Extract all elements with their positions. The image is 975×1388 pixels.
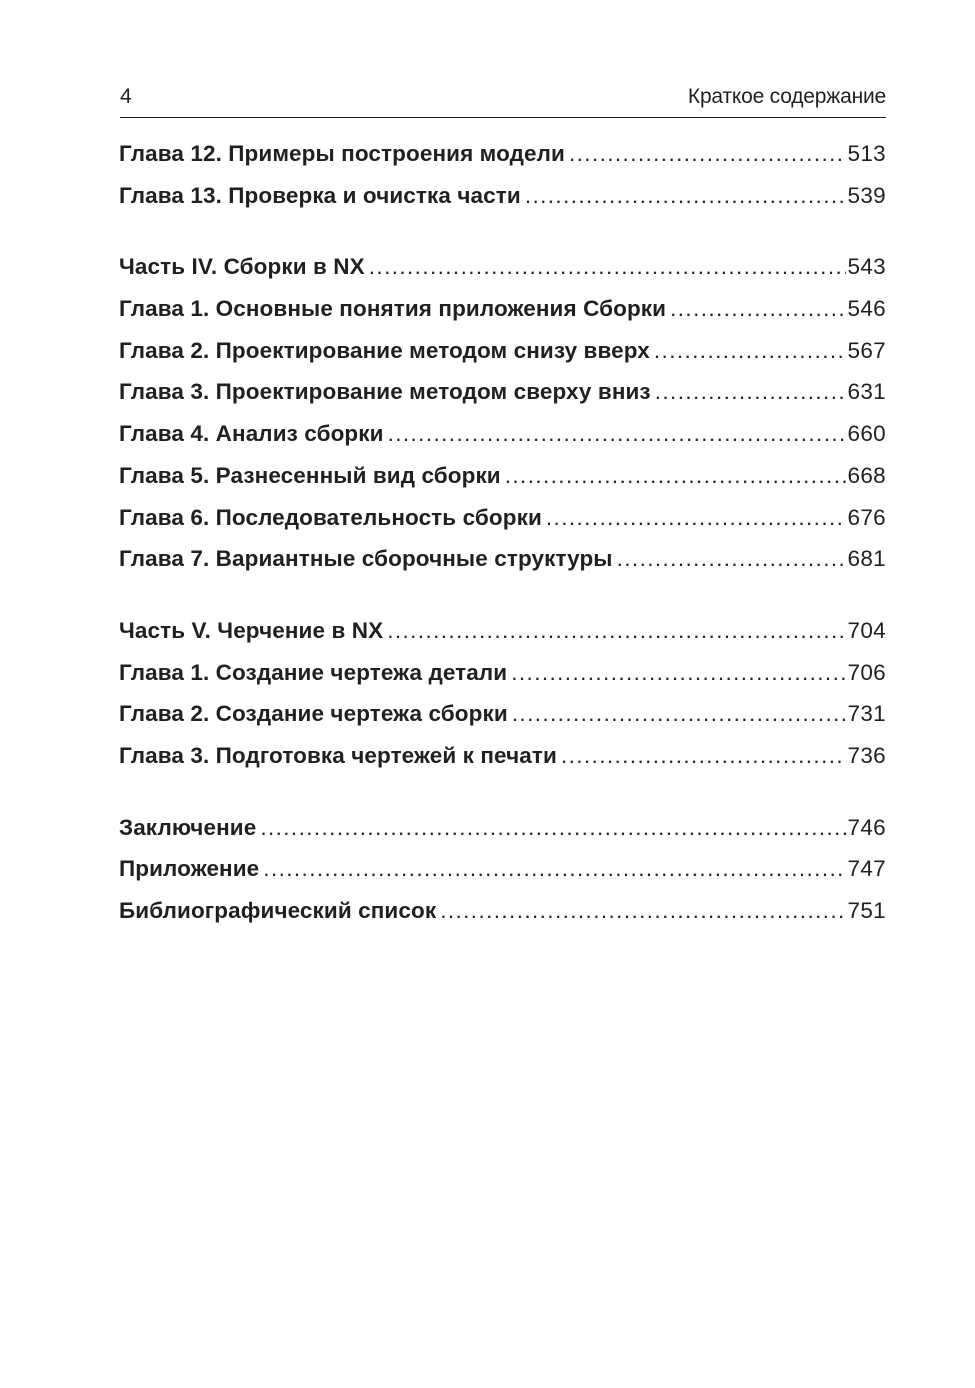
toc-entry-title: Часть V. Черчение в NX [119,617,384,643]
toc-entry-title: Глава 3. Подготовка чертежей к печати [119,742,557,768]
toc-entry-part-4-chapter-2 [119,337,886,379]
toc-entry-page: 543 [847,254,886,280]
toc-entry-title: Глава 1. Основные понятия приложения Сборки [119,296,667,322]
toc-entry-page: 731 [847,701,886,727]
toc-entry-title: Библиографический список [119,898,437,923]
toc-entry-title: Глава 2. Проектирование методом снизу вверх [119,337,650,363]
toc-entry-part-4-chapter-6 [119,504,886,546]
running-title: Краткое содержание [687,85,886,108]
toc-entry-title: Приложение [119,856,260,882]
toc-entry-page: 746 [847,814,886,840]
toc-entry-part-4-chapter-5 [119,462,886,504]
dot-leader [525,182,846,210]
dot-leader [569,140,846,168]
dot-leader [260,814,845,842]
toc-entry-page: 631 [847,379,886,405]
toc-entry-page: 546 [847,296,886,322]
page-number: 4 [120,85,132,108]
toc-entry-title: Глава 7. Вариантные сборочные структуры [119,546,613,572]
toc-entry-part-5 [119,617,886,659]
toc-entry-page: 704 [847,617,886,643]
toc-entry-part-4-chapter-4 [119,420,886,462]
toc-entry-title: Глава 2. Создание чертежа сборки [119,701,508,727]
dot-leader [263,855,845,883]
dot-leader [369,253,846,281]
toc-entry-page: 736 [847,742,886,768]
table-of-contents [119,140,886,939]
dot-leader [670,295,845,323]
toc-entry-page: 567 [847,337,886,363]
toc-entry-bibliography [119,897,886,939]
toc-entry-page: 751 [847,898,886,923]
dot-leader [511,659,845,687]
toc-entry-part-5-chapter-3 [119,742,886,784]
toc-entry-appendix [119,855,886,897]
toc-entry-part-5-chapter-2 [119,700,886,742]
toc-entry-page: 668 [847,462,886,488]
running-head [120,85,886,118]
dot-leader [654,337,846,365]
toc-entry-page: 539 [847,182,886,208]
toc-entry-chapter-13 [119,182,886,224]
toc-entry-title: Глава 12. Примеры построения модели [119,141,565,166]
toc-entry-page: 513 [847,141,886,166]
toc-entry-title: Глава 13. Проверка и очистка части [119,182,521,208]
toc-entry-part-4-chapter-3 [119,378,886,420]
toc-entry-title: Глава 3. Проектирование методом сверху вниз [119,379,651,405]
toc-entry-chapter-12 [119,140,886,182]
dot-leader [561,742,846,770]
dot-leader [655,378,846,406]
dot-leader [388,420,846,448]
toc-entry-title: Глава 4. Анализ сборки [119,421,384,447]
dot-leader [512,700,846,728]
toc-entry-page: 660 [847,421,886,447]
toc-entry-part-4-chapter-7 [119,545,886,587]
toc-entry-page: 681 [847,546,886,572]
toc-entry-conclusion [119,814,886,856]
toc-entry-part-4 [119,253,886,295]
toc-entry-part-5-chapter-1 [119,659,886,701]
toc-entry-title: Часть IV. Сборки в NX [119,254,365,280]
dot-leader [387,617,845,645]
dot-leader [440,897,845,925]
dot-leader [505,462,846,490]
toc-entry-page: 706 [847,659,886,685]
toc-entry-title: Глава 5. Разнесенный вид сборки [119,462,501,488]
dot-leader [617,545,846,573]
dot-leader [546,504,846,532]
toc-entry-title: Глава 1. Создание чертежа детали [119,659,508,685]
toc-entry-title: Глава 6. Последовательность сборки [119,504,542,530]
toc-entry-page: 747 [847,856,886,882]
toc-entry-page: 676 [847,504,886,530]
toc-entry-part-4-chapter-1 [119,295,886,337]
toc-entry-title: Заключение [119,814,257,840]
